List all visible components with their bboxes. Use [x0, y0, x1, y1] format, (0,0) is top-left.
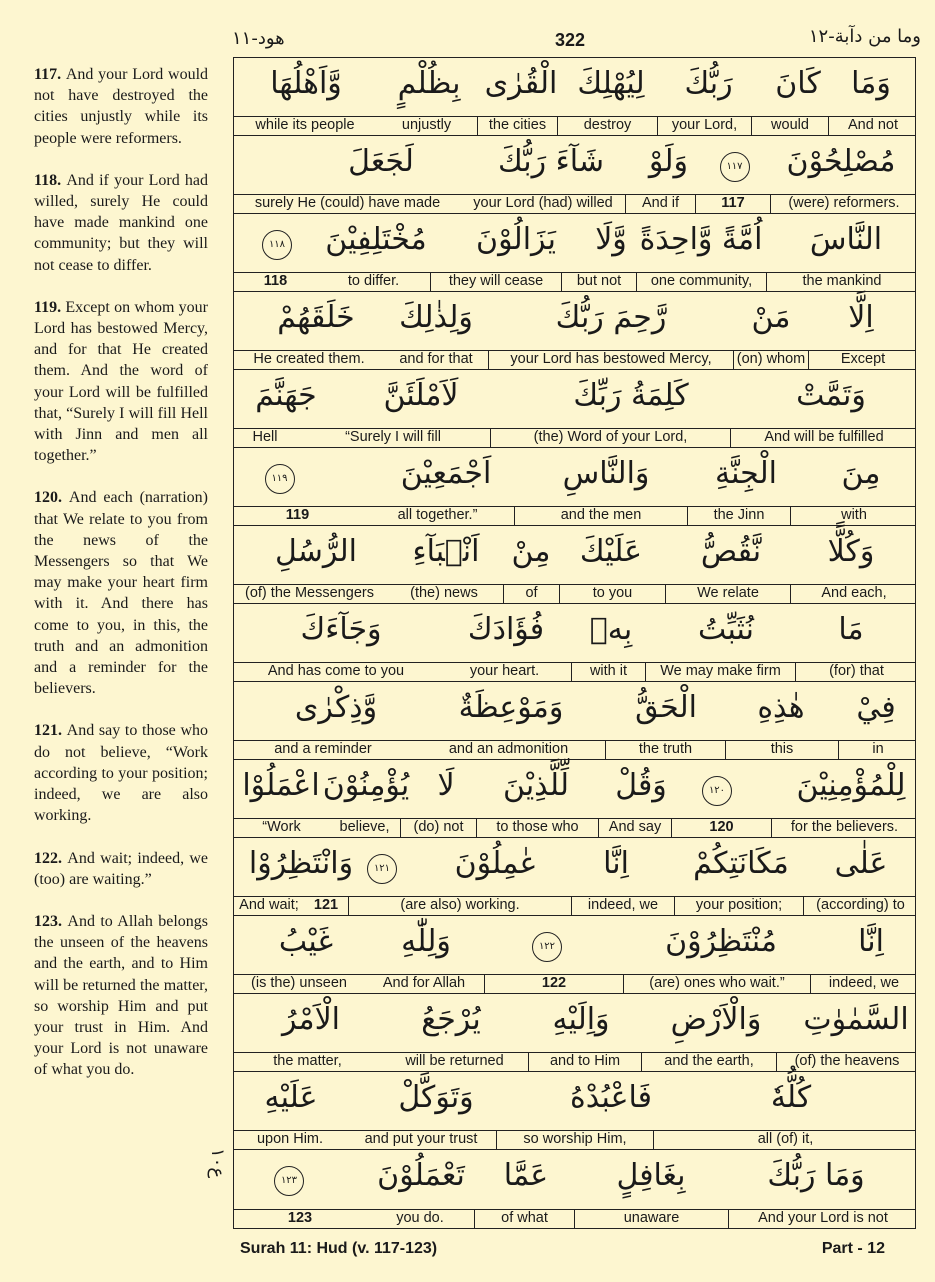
page-number: 322: [554, 30, 586, 50]
arabic-word: اَنْۢبَآءِ: [412, 534, 480, 569]
verse-row: [234, 136, 915, 214]
verse-number-marker: ۱۲۱: [367, 854, 397, 884]
word-by-word-grid: [233, 57, 916, 1229]
english-word-cell: will be returned: [381, 1053, 529, 1071]
arabic-line: [234, 1072, 915, 1129]
arabic-word: مَنْ: [751, 300, 791, 335]
arabic-word: الْقُرٰى: [484, 66, 558, 101]
english-line: [234, 1130, 915, 1149]
english-word-cell: the mankind: [802, 273, 882, 289]
english-word-cell: with: [841, 507, 867, 523]
english-word-cell: (for) that: [829, 663, 884, 679]
arabic-word: وَّذِكْرٰى: [294, 690, 378, 725]
english-line: [234, 818, 915, 837]
english-word-cell: (the) Word of your Lord,: [491, 429, 731, 447]
verse-row: [234, 682, 915, 760]
arabic-word: الرُّسُلِ: [275, 534, 357, 569]
english-word-cell: all together.”: [361, 507, 515, 525]
arabic-word: شَآءَ رَبُّكَ: [497, 144, 605, 179]
verse-number-cell: 122: [485, 975, 624, 993]
arabic-word: وَلِلّٰهِ: [401, 924, 451, 959]
arabic-word: مُصْلِحُوْنَ: [786, 144, 896, 179]
arabic-word: يَزَالُوْنَ: [476, 222, 556, 257]
arabic-word: لَجَعَلَ: [348, 144, 414, 179]
english-word-cell: the truth: [606, 741, 726, 759]
arabic-word: اعْمَلُوْا: [242, 768, 320, 803]
english-word-cell: and the earth,: [642, 1053, 777, 1071]
english-word-cell: indeed, we: [828, 975, 900, 991]
english-word-cell: And not: [848, 117, 898, 133]
english-word-cell: and to Him: [529, 1053, 642, 1071]
english-word-cell: your heart.: [438, 663, 572, 681]
english-word-cell: all (of) it,: [757, 1131, 814, 1147]
translation-118: 118. And if your Lord had willed, surely He could have made mankind one community; but they will not cease to differ.: [34, 171, 208, 274]
english-word-cell: (are) ones who wait.”: [624, 975, 811, 993]
english-word-cell: And wait;: [239, 897, 299, 913]
arabic-word: لِّلَّذِيْنَ: [502, 768, 569, 803]
english-word-cell: indeed, we: [572, 897, 675, 915]
arabic-word: اِنَّا: [603, 846, 629, 881]
juz-name-arabic: وما من دآبة-۱۲: [808, 26, 921, 47]
arabic-word: وَالْاَرْضِ: [670, 1002, 762, 1037]
english-word-cell: this: [726, 741, 839, 759]
arabic-word: عَمَّا: [503, 1158, 549, 1193]
english-word-cell: of: [504, 585, 560, 603]
english-word-cell: and put your trust: [346, 1131, 497, 1149]
english-word-cell: destroy: [558, 117, 658, 135]
verse-number-marker: ۱۱۹: [265, 464, 295, 494]
verse-number-marker: ۱۲۲: [532, 932, 562, 962]
arabic-word: فَاعْبُدْهُ: [570, 1080, 652, 1115]
english-word-cell: the matter,: [273, 1053, 342, 1069]
english-word-cell: your Lord,: [658, 117, 752, 135]
arabic-word: فِيْ: [856, 690, 896, 725]
english-line: [234, 194, 915, 213]
translation-120: 120. And each (narration) that We relate to you from the news of the Messengers so that We may make your heart firm with it. And there has come to you, in this, the truth and an admonition and a reminder for the believers.: [34, 489, 209, 698]
verse-number-cell: 118: [263, 273, 288, 289]
arabic-word: لِيُهْلِكَ: [577, 66, 645, 101]
arabic-line: [234, 838, 915, 895]
translation-column: [34, 64, 208, 1102]
english-word-cell: (on) whom: [734, 351, 809, 369]
english-line: [234, 740, 915, 759]
verse-number-cell: 123: [287, 1210, 313, 1226]
arabic-word: رَبُّكَ: [684, 66, 733, 101]
translation-123: 123. And to Allah belongs the unseen of the heavens and the earth, and to Him will be returned the matter, so worship Him and put your trust in Him. And your Lord is not unaware of what you do.: [34, 912, 208, 1079]
translation-119: 119. Except on whom your Lord has bestowed Mercy, and for that He created them. And the word of your Lord will be fulfilled that, “Surely I will fill Hell with Jinn and men all together.”: [34, 298, 208, 465]
english-line: [234, 506, 915, 525]
verse-row: [234, 838, 915, 916]
arabic-word: عٰمِلُوْنَ: [454, 846, 538, 881]
ruku-marker: ع۱۰: [207, 1148, 228, 1179]
english-word-cell: to those who: [477, 819, 599, 837]
arabic-word: وَتَوَكَّلْ: [398, 1080, 474, 1115]
arabic-word: اُمَّةً وَّاحِدَةً: [639, 222, 763, 257]
english-word-cell: (are also) working.: [349, 897, 572, 915]
english-line: [234, 350, 915, 369]
arabic-line: [234, 604, 915, 661]
arabic-word: رَّحِمَ رَبُّكَ: [555, 300, 667, 335]
english-word-cell: And for Allah: [364, 975, 485, 993]
english-word-cell: one community,: [637, 273, 767, 291]
arabic-word: وَجَآءَكَ: [300, 612, 382, 647]
english-word-cell: upon Him.: [256, 1131, 324, 1147]
arabic-word: عَلٰى: [834, 846, 888, 881]
arabic-word: وَمَوْعِظَةٌ: [458, 690, 564, 725]
english-word-cell: in: [872, 741, 884, 757]
english-word-cell: Hell: [252, 429, 278, 445]
translation-117: 117. And your Lord would not have destroyed the cities unjustly while its people were reformers.: [34, 66, 209, 147]
verse-row: [234, 760, 915, 838]
english-line: [234, 272, 915, 291]
surah-name-arabic: هود-۱۱: [232, 28, 285, 49]
arabic-line: [234, 58, 915, 115]
english-word-cell: of what: [475, 1210, 575, 1228]
arabic-word: النَّاسَ: [809, 222, 883, 257]
arabic-word: الْاَمْرُ: [281, 1002, 341, 1037]
page-header: [0, 0, 935, 56]
arabic-word: عَلَيْكَ: [579, 534, 643, 569]
arabic-word: نُثَبِّتُ: [698, 612, 754, 647]
arabic-line: [234, 214, 915, 271]
english-line: [234, 1052, 915, 1071]
arabic-line: [234, 1150, 915, 1207]
verse-number-marker: ۱۱۸: [262, 230, 292, 260]
english-word-cell: “Surely I will fill: [296, 429, 491, 447]
english-word-cell: (the) news: [385, 585, 504, 603]
arabic-word: وَالنَّاسِ: [562, 456, 650, 491]
english-word-cell: (of) the heavens: [794, 1053, 900, 1069]
verse-row: [234, 370, 915, 448]
arabic-word: فُؤَادَكَ: [467, 612, 545, 647]
verse-number-marker: ۱۲۰: [702, 776, 732, 806]
arabic-word: يُؤْمِنُوْنَ: [322, 768, 410, 803]
english-word-cell: (of) the Messengers: [245, 585, 374, 601]
english-line: [234, 1209, 915, 1228]
arabic-word: السَّمٰوٰتِ: [803, 1002, 909, 1037]
verse-row: [234, 1072, 915, 1150]
arabic-word: لَا: [437, 768, 455, 803]
arabic-word: وَكُلًّا: [827, 534, 875, 569]
english-word-cell: And will be fulfilled: [764, 429, 884, 445]
english-word-cell: to you: [560, 585, 666, 603]
arabic-word: وَمَا: [851, 66, 891, 101]
arabic-word: مُخْتَلِفِيْنَ: [325, 222, 427, 257]
english-word-cell: while its people: [255, 117, 355, 133]
verse-row: [234, 916, 915, 994]
english-word-cell: they will cease: [431, 273, 562, 291]
arabic-word: كَانَ: [775, 66, 821, 101]
english-word-cell: the Jinn: [688, 507, 791, 525]
english-word-cell: “Work: [262, 819, 301, 835]
english-word-cell: and for that: [384, 351, 489, 369]
english-word-cell: your Lord (had) willed: [461, 195, 626, 213]
english-word-cell: would: [752, 117, 829, 135]
verse-number-marker: ۱۱۷: [720, 152, 750, 182]
english-word-cell: with it: [572, 663, 646, 681]
arabic-line: [234, 682, 915, 739]
arabic-line: [234, 994, 915, 1051]
arabic-word: بِظُلْمٍ: [397, 66, 461, 101]
english-word-cell: and an admonition: [412, 741, 606, 759]
arabic-word: خَلَقَهُمْ: [277, 300, 355, 335]
arabic-line: [234, 448, 915, 505]
arabic-word: مَكَانَتِكُمْ: [693, 846, 789, 881]
english-word-cell: unaware: [575, 1210, 729, 1228]
part-footer: Part - 12: [821, 1240, 885, 1257]
arabic-word: وَتَمَّتْ: [796, 378, 866, 413]
english-word-cell: And say: [599, 819, 672, 837]
arabic-word: مَا: [838, 612, 864, 647]
arabic-word: لِلْمُؤْمِنِيْنَ: [796, 768, 906, 803]
english-word-cell: (according) to: [816, 897, 905, 913]
arabic-word: مُنْتَظِرُوْنَ: [665, 924, 777, 959]
arabic-line: [234, 292, 915, 349]
verse-row: [234, 292, 915, 370]
english-line: [234, 116, 915, 135]
verse-row: [234, 604, 915, 682]
english-word-cell: the cities: [478, 117, 558, 135]
english-word-cell: (were) reformers.: [788, 195, 900, 211]
english-word-cell: to differ.: [317, 273, 431, 291]
translation-121: 121. And say to those who do not believe, “Work according to your position; indeed, we are also working.: [34, 722, 209, 825]
arabic-word: بِغَافِلٍ: [616, 1158, 686, 1193]
english-word-cell: And has come to you: [267, 663, 405, 679]
english-word-cell: (is the) unseen: [251, 975, 347, 991]
english-word-cell: so worship Him,: [497, 1131, 654, 1149]
arabic-word: وَلِذٰلِكَ: [399, 300, 473, 335]
verse-row: [234, 58, 915, 136]
arabic-line: [234, 370, 915, 427]
verse-number-marker: ۱۲۳: [274, 1166, 304, 1196]
arabic-word: يُرْجَعُ: [421, 1002, 481, 1037]
arabic-word: وَقُلْ: [615, 768, 667, 803]
arabic-word: وَّلَا: [595, 222, 627, 257]
verse-number-cell: 117: [696, 195, 771, 213]
verse-row: [234, 214, 915, 292]
arabic-word: جَهَنَّمَ: [255, 378, 317, 413]
arabic-word: وَانْتَظِرُوْا: [248, 846, 354, 881]
verse-row: [234, 526, 915, 604]
english-word-cell: We relate: [666, 585, 791, 603]
english-word-cell: believe,: [329, 819, 401, 837]
english-word-cell: and a reminder: [274, 741, 372, 757]
arabic-word: كَلِمَةُ رَبِّكَ: [573, 378, 689, 413]
english-word-cell: your Lord has bestowed Mercy,: [489, 351, 734, 369]
english-line: [234, 428, 915, 447]
surah-footer: Surah 11: Hud (v. 117-123): [240, 1240, 438, 1257]
verse-number-cell: 121: [304, 897, 349, 915]
english-word-cell: surely He (could) have made: [254, 195, 441, 211]
arabic-word: عَلَيْهِ: [264, 1080, 318, 1115]
arabic-word: وَاِلَيْهِ: [552, 1002, 610, 1037]
english-line: [234, 974, 915, 993]
translation-122: 122. And wait; indeed, we (too) are waiting.”: [34, 849, 209, 888]
arabic-word: اِنَّا: [858, 924, 884, 959]
english-word-cell: (do) not: [401, 819, 477, 837]
verse-number-cell: 119: [285, 507, 310, 523]
arabic-word: بِهٖ: [589, 612, 633, 647]
english-line: [234, 662, 915, 681]
english-word-cell: and the men: [515, 507, 688, 525]
english-word-cell: your position;: [675, 897, 804, 915]
arabic-word: نَّقُصُّ: [700, 534, 762, 569]
arabic-word: وَلَوْ: [648, 144, 689, 179]
english-word-cell: unjustly: [376, 117, 478, 135]
arabic-word: غَيْبُ: [278, 924, 334, 959]
arabic-word: الْجِنَّةِ: [715, 456, 777, 491]
english-word-cell: And each,: [821, 585, 887, 601]
arabic-word: تَعْمَلُوْنَ: [377, 1158, 465, 1193]
arabic-word: مِنَ: [841, 456, 881, 491]
arabic-word: كُلُّهٗ: [770, 1080, 812, 1115]
arabic-word: وَّاَهْلُهَا: [270, 66, 342, 101]
verse-number-cell: 120: [672, 819, 772, 837]
arabic-word: مِنْ: [511, 534, 551, 569]
arabic-line: [234, 760, 915, 817]
verse-row: [234, 1150, 915, 1228]
verse-row: [234, 994, 915, 1072]
english-line: [234, 584, 915, 603]
english-word-cell: And if: [626, 195, 696, 213]
arabic-word: اَجْمَعِيْنَ: [400, 456, 492, 491]
arabic-line: [234, 916, 915, 973]
english-word-cell: but not: [562, 273, 637, 291]
arabic-word: الْحَقُّ: [635, 690, 697, 725]
english-word-cell: And your Lord is not: [758, 1210, 888, 1226]
arabic-word: اِلَّا: [848, 300, 874, 335]
english-line: [234, 896, 915, 915]
english-word-cell: for the believers.: [790, 819, 899, 835]
arabic-word: هٰذِهِ: [757, 690, 805, 725]
english-word-cell: Except: [840, 351, 886, 367]
arabic-word: وَمَا رَبُّكَ: [767, 1158, 865, 1193]
english-word-cell: We may make firm: [646, 663, 796, 681]
english-word-cell: you do.: [366, 1210, 475, 1228]
arabic-line: [234, 136, 915, 193]
english-word-cell: He created them.: [253, 351, 365, 367]
verse-row: [234, 448, 915, 526]
arabic-word: لَاَمْلَئَنَّ: [383, 378, 459, 413]
arabic-line: [234, 526, 915, 583]
